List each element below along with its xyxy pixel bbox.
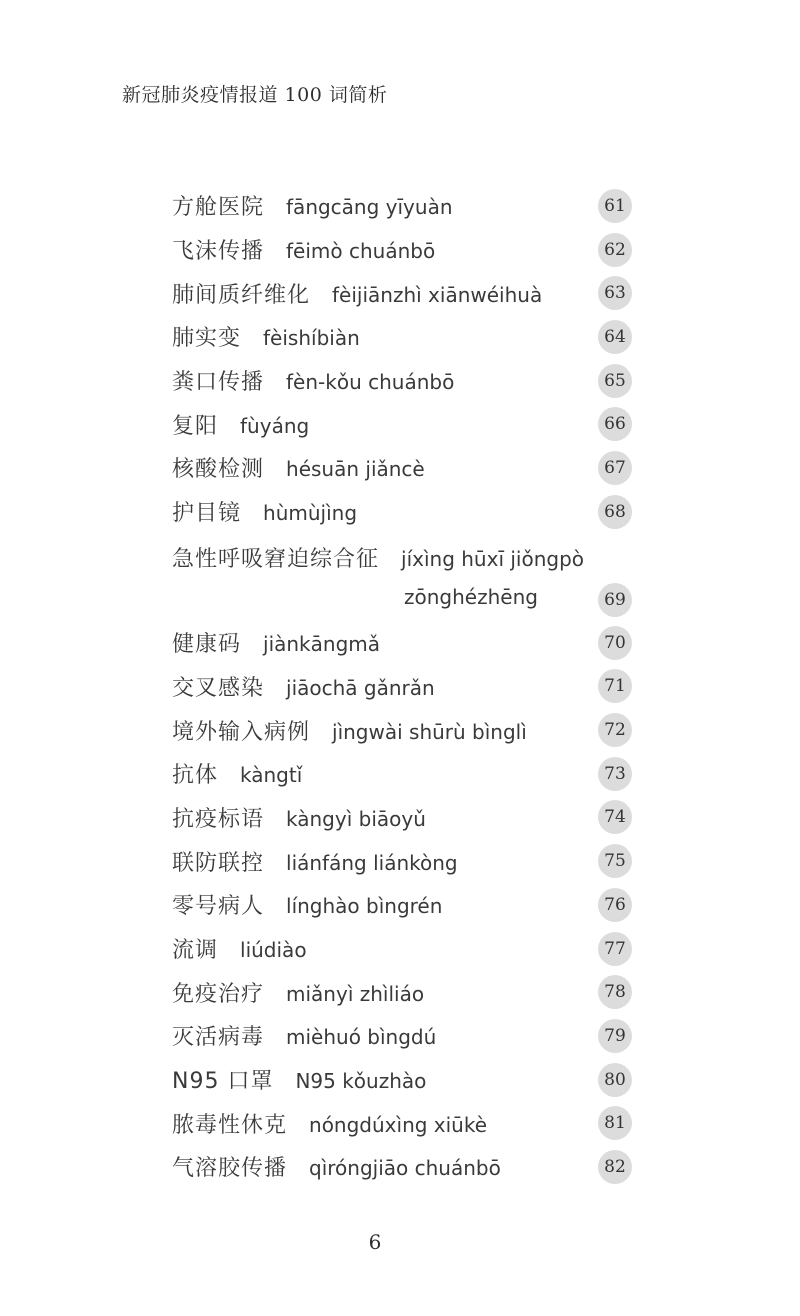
running-head-title: 新冠肺炎疫情报道 100 词简析: [122, 84, 388, 106]
entry-text: [172, 1108, 487, 1139]
toc-entry[interactable]: [172, 228, 632, 272]
term-chinese: 气溶胶传播: [172, 1156, 288, 1182]
toc-entry[interactable]: [172, 1058, 632, 1102]
entry-text: [172, 496, 357, 527]
term-chinese: N95 口罩: [172, 1069, 274, 1095]
term-pinyin: liúdiào: [240, 938, 307, 963]
entry-text: [172, 1064, 426, 1095]
term-pinyin-continued: zōnghézhēng: [404, 584, 538, 609]
term-pinyin: jiànkāngmǎ: [263, 632, 381, 657]
page-number-badge: 73: [598, 757, 632, 791]
term-chinese: 方舱医院: [172, 195, 265, 221]
page-number-badge: 74: [598, 800, 632, 834]
entry-text: [172, 321, 360, 352]
page-number-badge: 79: [598, 1019, 632, 1053]
term-chinese: 交叉感染: [172, 675, 265, 701]
term-pinyin: fèn-kǒu chuánbō: [286, 370, 455, 395]
term-chinese: 流调: [172, 938, 219, 964]
entry-text: [172, 365, 454, 396]
toc-entry[interactable]: [172, 796, 632, 840]
entry-text: [172, 190, 453, 221]
page-number-badge: 76: [598, 888, 632, 922]
term-pinyin: kàngyì biāoyǔ: [286, 806, 426, 831]
term-pinyin: jìngwài shūrù bìnglì: [332, 719, 527, 744]
term-chinese: 护目镜: [172, 501, 242, 527]
toc-entry[interactable]: [172, 271, 632, 315]
term-chinese: 联防联控: [172, 850, 265, 876]
entry-text: [172, 278, 542, 309]
toc-entry[interactable]: [172, 446, 632, 490]
term-chinese: 脓毒性休克: [172, 1112, 288, 1138]
page-number-badge: 72: [598, 713, 632, 747]
entry-text: [172, 534, 584, 573]
page-number-badge: 75: [598, 844, 632, 878]
page-number-badge: 67: [598, 451, 632, 485]
term-pinyin: nóngdúxìng xiūkè: [309, 1112, 488, 1137]
toc-entry[interactable]: [172, 621, 632, 665]
toc-entry[interactable]: [172, 402, 632, 446]
term-chinese: 境外输入病例: [172, 719, 311, 745]
toc-entry[interactable]: [172, 534, 632, 621]
term-chinese: 零号病人: [172, 894, 265, 920]
term-chinese: 灭活病毒: [172, 1025, 265, 1051]
term-pinyin: fèishíbiàn: [263, 326, 360, 351]
term-pinyin: miǎnyì zhìliáo: [286, 981, 425, 1006]
page-number-badge: 70: [598, 626, 632, 660]
term-chinese: 免疫治疗: [172, 981, 265, 1007]
toc-entry[interactable]: [172, 970, 632, 1014]
entry-text: [172, 627, 380, 658]
page-number-badge: 65: [598, 364, 632, 398]
term-chinese: 抗疫标语: [172, 806, 265, 832]
toc-entry[interactable]: [172, 883, 632, 927]
toc-entry[interactable]: [172, 665, 632, 709]
page-number-badge: 63: [598, 276, 632, 310]
entry-text: [172, 977, 424, 1008]
page-number-badge: 82: [598, 1150, 632, 1184]
toc-entry[interactable]: [172, 752, 632, 796]
term-chinese: 核酸检测: [172, 457, 265, 483]
page-number-badge: 68: [598, 495, 632, 529]
term-pinyin: mièhuó bìngdú: [286, 1025, 437, 1050]
toc-entry[interactable]: [172, 1145, 632, 1189]
toc-entry[interactable]: [172, 839, 632, 883]
term-pinyin: jiāochā gǎnrǎn: [286, 675, 435, 700]
term-pinyin: fùyáng: [240, 413, 310, 438]
entry-text: [172, 1020, 436, 1051]
entry-text: [172, 846, 458, 877]
term-pinyin: fāngcāng yīyuàn: [286, 195, 453, 220]
page-number-badge: 61: [598, 189, 632, 223]
entry-text: [172, 889, 442, 920]
page-number-badge: 69: [598, 583, 632, 617]
term-chinese: 复阳: [172, 413, 219, 439]
entry-text: [172, 715, 527, 746]
toc-entry[interactable]: [172, 490, 632, 534]
term-chinese: 健康码: [172, 632, 242, 658]
term-pinyin: fēimò chuánbō: [286, 239, 436, 264]
entry-text: [172, 1151, 501, 1182]
term-chinese: 飞沫传播: [172, 239, 265, 265]
page-number-badge: 81: [598, 1106, 632, 1140]
table-of-contents: [172, 184, 632, 1189]
entry-text: [172, 671, 435, 702]
term-chinese: 肺实变: [172, 326, 242, 352]
page-folio: 6: [368, 1230, 382, 1254]
term-pinyin: qìróngjiāo chuánbō: [309, 1156, 501, 1181]
page-number-badge: 64: [598, 320, 632, 354]
page-number-badge: 62: [598, 233, 632, 267]
page-number-badge: 66: [598, 407, 632, 441]
toc-entry[interactable]: [172, 1014, 632, 1058]
entry-text: [172, 933, 307, 964]
toc-entry[interactable]: [172, 927, 632, 971]
term-chinese: 粪口传播: [172, 370, 265, 396]
toc-entry[interactable]: [172, 708, 632, 752]
term-pinyin: N95 kǒuzhào: [295, 1069, 427, 1094]
page-number-badge: 71: [598, 669, 632, 703]
entry-text: [172, 802, 426, 833]
toc-entry[interactable]: [172, 184, 632, 228]
entry-text: [172, 409, 309, 440]
toc-entry[interactable]: [172, 1101, 632, 1145]
term-pinyin: línghào bìngrén: [286, 894, 443, 919]
toc-entry[interactable]: [172, 315, 632, 359]
term-pinyin: liánfáng liánkòng: [286, 850, 458, 875]
page-number-badge: 77: [598, 932, 632, 966]
entry-text: [172, 234, 435, 265]
toc-entry[interactable]: [172, 359, 632, 403]
page-number-badge: 78: [598, 975, 632, 1009]
term-chinese: 抗体: [172, 763, 219, 789]
term-chinese: 肺间质纤维化: [172, 282, 311, 308]
term-pinyin: kàngtǐ: [240, 763, 303, 788]
term-pinyin: fèijiānzhì xiānwéihuà: [332, 282, 543, 307]
page-number-badge: 80: [598, 1063, 632, 1097]
term-pinyin: hùmùjìng: [263, 501, 358, 526]
term-chinese: 急性呼吸窘迫综合征: [172, 546, 380, 572]
term-pinyin: jíxìng hūxī jiǒngpò: [401, 546, 585, 571]
entry-text: [172, 758, 302, 789]
term-pinyin: hésuān jiǎncè: [286, 457, 425, 482]
entry-text: [172, 452, 425, 483]
